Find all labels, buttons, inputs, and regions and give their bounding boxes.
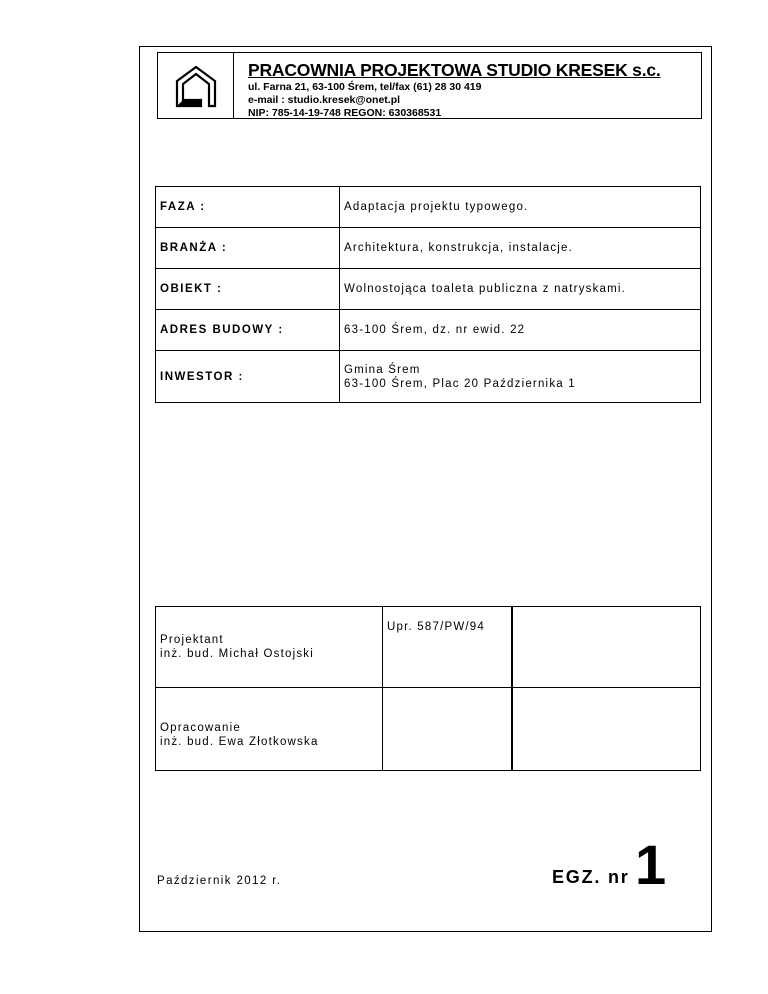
- house-icon: [174, 64, 218, 108]
- adres-value: 63-100 Śrem, dz. nr ewid. 22: [340, 310, 701, 351]
- firm-logo: [158, 53, 234, 118]
- row-branza: [156, 228, 701, 269]
- firm-ids: NIP: 785-14-19-748 REGON: 630368531: [248, 107, 442, 119]
- projektant-name: inż. bud. Michał Ostojski: [160, 648, 314, 660]
- obiekt-value: Wolnostojąca toaleta publiczna z natryskami.: [340, 269, 701, 310]
- inwestor-line1: Gmina Śrem: [344, 363, 421, 376]
- copy-label: EGZ. nr: [552, 867, 630, 887]
- projektant-license: Upr. 587/PW/94: [383, 607, 513, 688]
- obiekt-label: OBIEKT :: [156, 269, 340, 310]
- opracowanie-license-cell: [383, 688, 513, 771]
- project-info-table: [155, 186, 701, 403]
- opracowanie-signature-cell: [512, 688, 701, 771]
- projektant-role: Projektant: [160, 634, 224, 646]
- signature-table: [155, 606, 701, 771]
- document-date: Październik 2012 r.: [157, 875, 282, 887]
- row-projektant: [156, 607, 701, 688]
- firm-address: ul. Farna 21, 63-100 Śrem, tel/fax (61) 28 30 419: [248, 81, 482, 93]
- row-faza: [156, 187, 701, 228]
- opracowanie-name: inż. bud. Ewa Złotkowska: [160, 736, 319, 748]
- copy-number: 1: [635, 833, 667, 896]
- firm-email: e-mail : studio.kresek@onet.pl: [248, 94, 401, 106]
- branza-value: Architektura, konstrukcja, instalacje.: [340, 228, 701, 269]
- row-inwestor: [156, 351, 701, 403]
- adres-label: ADRES BUDOWY :: [156, 310, 340, 351]
- faza-label: FAZA :: [156, 187, 340, 228]
- inwestor-label: INWESTOR :: [156, 351, 340, 403]
- projektant-cell: [156, 607, 383, 688]
- firm-header: [157, 52, 702, 119]
- branza-label: BRANŻA :: [156, 228, 340, 269]
- row-opracowanie: [156, 688, 701, 771]
- row-adres: [156, 310, 701, 351]
- firm-name: PRACOWNIA PROJEKTOWA STUDIO KRESEK s.c.: [248, 60, 661, 80]
- row-obiekt: [156, 269, 701, 310]
- title-sheet: [139, 46, 712, 932]
- inwestor-value: [340, 351, 701, 403]
- opracowanie-cell: [156, 688, 383, 771]
- projektant-signature-cell: [512, 607, 701, 688]
- opracowanie-role: Opracowanie: [160, 722, 241, 734]
- inwestor-line2: 63-100 Śrem, Plac 20 Października 1: [344, 377, 576, 390]
- faza-value: Adaptacja projektu typowego.: [340, 187, 701, 228]
